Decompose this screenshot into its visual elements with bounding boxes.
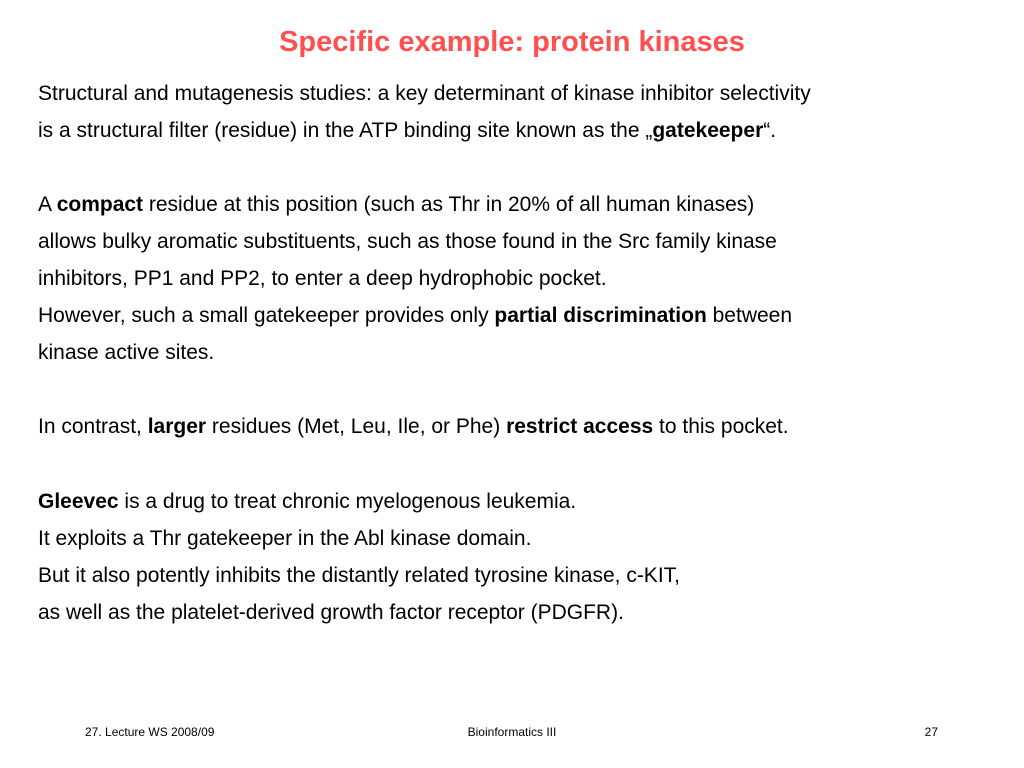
bold-term-compact: compact bbox=[56, 193, 144, 216]
bold-term-larger: larger bbox=[147, 415, 207, 438]
slide-body bbox=[38, 75, 998, 631]
footer-lecture-label: 27. Lecture WS 2008/09 bbox=[85, 725, 215, 739]
paragraph-1-line-1 bbox=[38, 75, 998, 112]
paragraph-4-line-2 bbox=[38, 520, 998, 557]
paragraph-2-line-3 bbox=[38, 260, 998, 297]
text-span: allows bulky aromatic substituents, such as those found in the Src family kinase bbox=[38, 230, 777, 253]
text-span: Structural and mutagenesis studies: a key determinant of kinase inhibitor selectivity bbox=[38, 82, 811, 105]
text-span: is a structural filter (residue) in the ATP binding site known as the „ bbox=[38, 119, 653, 142]
text-span: But it also potently inhibits the distantly related tyrosine kinase, c-KIT, bbox=[38, 564, 680, 587]
text-span: inhibitors, PP1 and PP2, to enter a deep hydrophobic pocket. bbox=[38, 267, 607, 290]
paragraph-4-line-1 bbox=[38, 483, 998, 520]
paragraph-2-line-2 bbox=[38, 223, 998, 260]
text-span: to this pocket. bbox=[653, 415, 789, 438]
paragraph-2-line-1 bbox=[38, 186, 998, 223]
bold-term-partial-discrimination: partial discrimination bbox=[494, 304, 707, 327]
spacer bbox=[38, 445, 998, 483]
paragraph-2-line-5 bbox=[38, 334, 998, 371]
footer-course-title: Bioinformatics III bbox=[467, 725, 557, 739]
bold-term-gatekeeper: gatekeeper bbox=[652, 119, 764, 142]
bold-term-restrict-access: restrict access bbox=[506, 415, 654, 438]
paragraph-4-line-3 bbox=[38, 557, 998, 594]
slide-title: Specific example: protein kinases bbox=[279, 26, 745, 58]
text-span: residues (Met, Leu, Ile, or Phe) bbox=[206, 415, 507, 438]
text-span: However, such a small gatekeeper provides only bbox=[38, 304, 495, 327]
text-span: between bbox=[706, 304, 793, 327]
text-span: is a drug to treat chronic myelogenous leukemia. bbox=[118, 490, 577, 513]
text-span: as well as the platelet-derived growth factor receptor (PDGFR). bbox=[38, 601, 624, 624]
text-span: A bbox=[38, 193, 57, 216]
paragraph-4-line-4 bbox=[38, 594, 998, 631]
text-span: In contrast, bbox=[38, 415, 148, 438]
paragraph-3-line-1 bbox=[38, 408, 998, 445]
spacer bbox=[38, 149, 998, 186]
text-span: kinase active sites. bbox=[38, 341, 215, 364]
bold-term-gleevec: Gleevec bbox=[38, 490, 119, 513]
paragraph-2-line-4 bbox=[38, 297, 998, 334]
spacer bbox=[38, 371, 998, 408]
text-span: It exploits a Thr gatekeeper in the Abl kinase domain. bbox=[38, 527, 532, 550]
text-span: “. bbox=[763, 119, 777, 142]
footer-page-number: 27 bbox=[924, 725, 938, 739]
paragraph-1-line-2 bbox=[38, 112, 998, 149]
text-span: residue at this position (such as Thr in 20% of all human kinases) bbox=[143, 193, 755, 216]
